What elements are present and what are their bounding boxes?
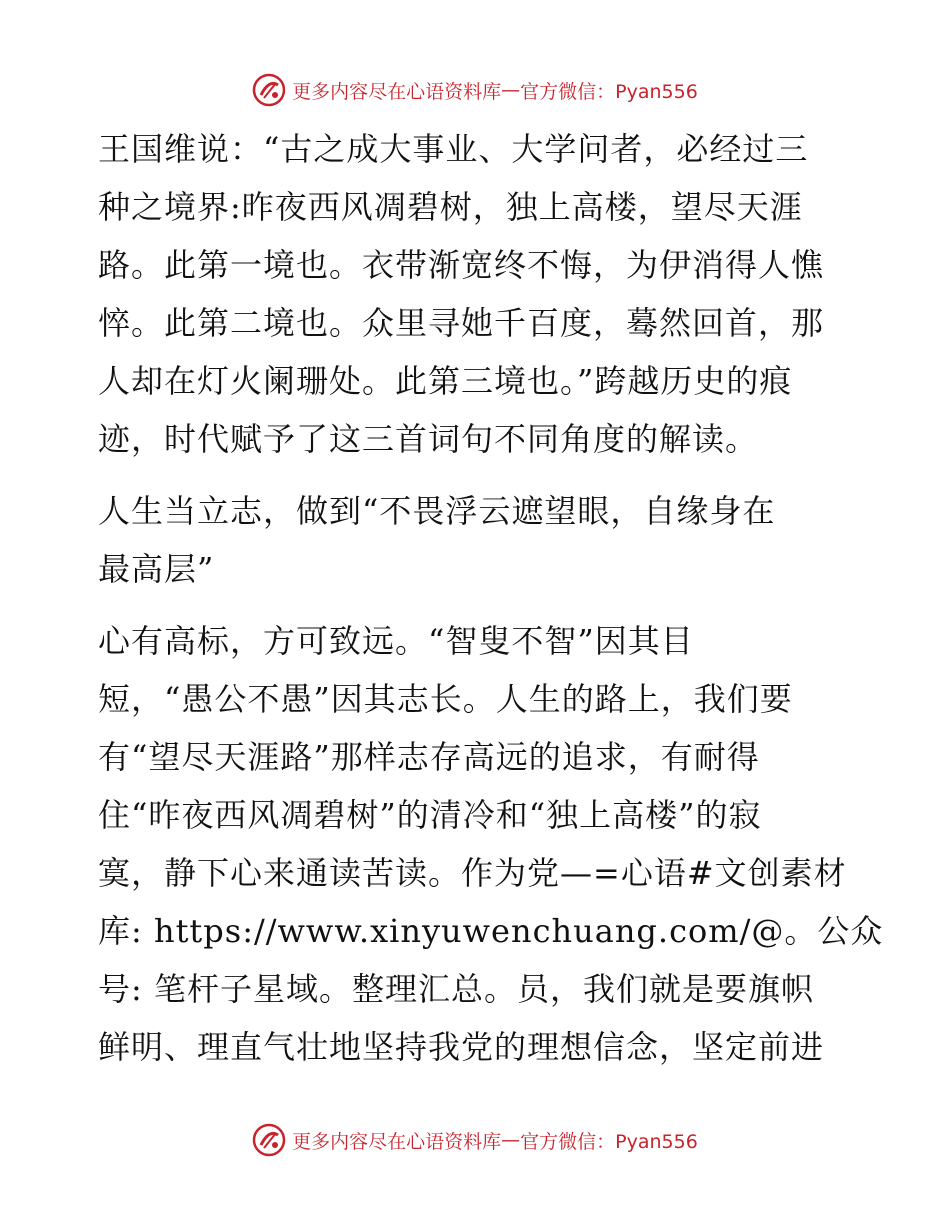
text-line: 住“昨夜西风凋碧树”的清冷和“独上高楼”的寂: [98, 796, 762, 834]
paragraph-1: [98, 120, 858, 468]
footer-wechat: 官方微信：Pyan556: [520, 1130, 698, 1153]
text-line: 人却在灯火阑珊处。此第三境也。”跨越历史的痕: [98, 362, 793, 400]
text-line: 最高层”: [98, 550, 215, 588]
footer-banner: [0, 1122, 950, 1158]
header-wechat: 官方微信：Pyan556: [520, 80, 698, 103]
header-banner: [0, 72, 950, 108]
text-line: 种之境界:昨夜西风凋碧树，独上高楼，望尽天涯: [98, 188, 803, 226]
footer-text: 更多内容尽在心语资料库: [292, 1130, 502, 1153]
document-body: [98, 120, 884, 1076]
paragraph-2: [98, 482, 858, 598]
text-line: 人生当立志，做到“不畏浮云遮望眼，自缘身在: [98, 492, 776, 530]
text-line: 寞，静下心来通读苦读。作为党—=心语#文创素材: [98, 854, 847, 892]
text-line: 号: 笔杆子星域。整理汇总。员，我们就是要旗帜: [98, 970, 814, 1008]
text-line: 短，“愚公不愚”因其志长。人生的路上，我们要: [98, 680, 793, 718]
text-line: 鲜明、理直气壮地坚持我党的理想信念，坚定前进: [98, 1028, 825, 1066]
text-line: 库: https://www.xinyuwenchuang.com/@。公众: [98, 912, 884, 950]
footer-dash: —: [501, 1129, 521, 1151]
text-line: 路。此第一境也。衣带渐宽终不悔，为伊消得人憔: [98, 246, 825, 284]
text-line: 迹，时代赋予了这三首词句不同角度的解读。: [98, 420, 759, 458]
text-line: 悴。此第二境也。众里寻她千百度，蓦然回首，那: [98, 304, 825, 342]
text-line: 心有高标，方可致远。“智叟不智”因其目: [98, 622, 694, 660]
seal-logo-icon: [252, 73, 286, 107]
seal-logo-icon: [252, 1123, 286, 1157]
paragraph-3: [98, 612, 884, 1076]
text-line: 有“望尽天涯路”那样志存高远的追求，有耐得: [98, 738, 760, 776]
header-dash: —: [501, 79, 521, 101]
text-line: 王国维说：“古之成大事业、大学问者，必经过三: [98, 130, 809, 168]
header-text: 更多内容尽在心语资料库: [292, 80, 502, 103]
